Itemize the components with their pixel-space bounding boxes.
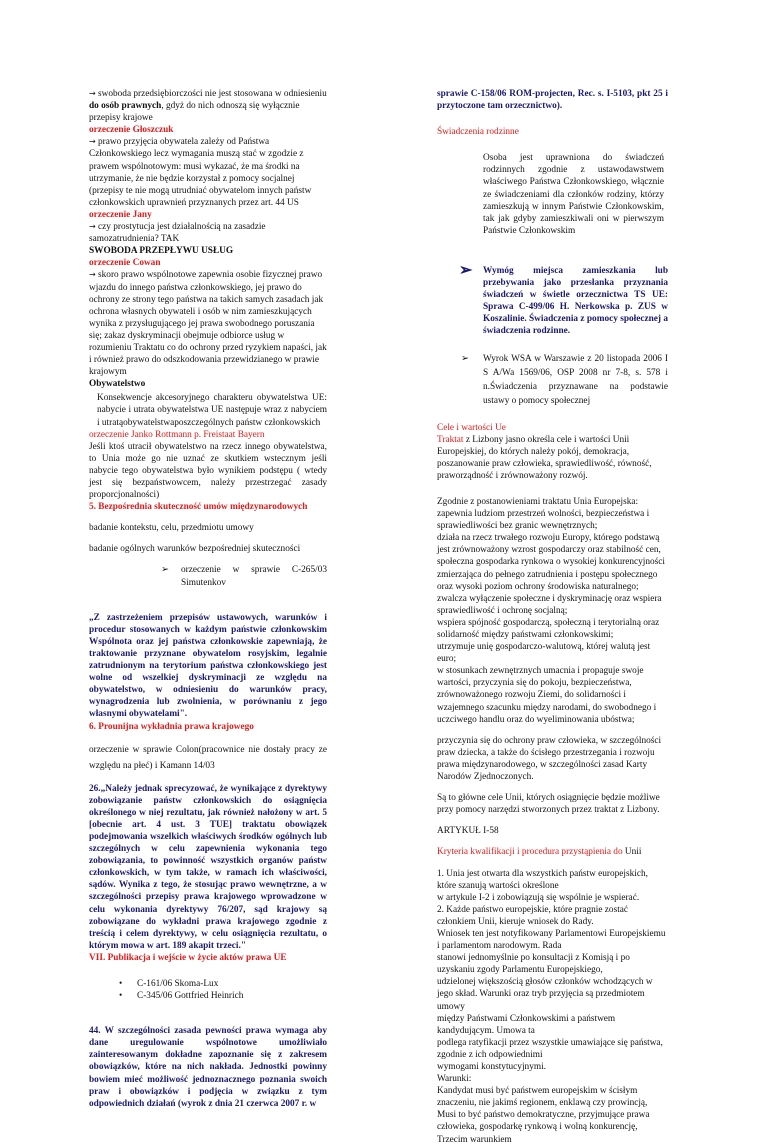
paragraph-badanie-kontekstu: badanie kontekstu, celu, przedmiotu umowy <box>89 523 254 534</box>
heading-cele: Cele i wartości Ue <box>437 422 506 433</box>
paragraph-swoboda: → swoboda przedsiębiorczości nie jest stosowana w odniesieniu do osób prawnych, gdyż do nich odnoszą się wyłącznie przepisy krajowe <box>89 89 327 124</box>
paragraph-sa-to: Są to główne cele Unii, których osiągnięcie będzie możliwe przy pomocy narzędzi stworzonych przez traktat z Lizbony. <box>437 793 660 816</box>
paragraph-artykul: Kandydat musi być państwem europejskim w ścisłym znaczeniu, nie jakimś regionem, enklawą czy prowincją, Musi to być państwo demokratyczne, przyjmujące prawa człowieka, gospodarkę rynkową i wolną konkurencję, Trzecim warunkiem <box>437 1086 650 1145</box>
paragraph-traktat: Traktat z Lizbony jasno określa cele i wartości Unii Europejskiej, do których należy pokój, demokracja, poszanowanie praw człowieka, sprawiedliwość, równość, praworządność i zrównoważony rozwój. <box>437 434 652 481</box>
paragraph-zgodnie: utrzymuje unię gospodarczo-walutową, której walutą jest euro; <box>437 642 651 665</box>
bullet-wyrok: ➢ Wyrok WSA w Warszawie z 20 listopada 2006 I S A/Wa 1569/06, OSP 2008 nr 7-8, s. 578 i n.Świadczenia przyznawane na podstawie ustawy o pomocy społecznej <box>461 353 668 406</box>
paragraph-prostytucja: → czy prostytucja jest działalnością na zasadzie samozatrudnienia? TAK <box>89 222 266 245</box>
paragraph-artykul: Wniosek ten jest notyfikowany Parlamentowi Europejskiemu i parlamentom narodowym. Rada <box>437 928 666 952</box>
paragraph-artykul: stanowi jednomyślnie po konsultacji z Komisją i po uzyskaniu zgody Parlamentu Europejskiego, <box>437 953 630 976</box>
bullet-wymog: ➢ Wymóg miejsca zamieszkania lub przebywania jako przesłanka przyznania świadczeń w świetle orzecznictwa TS UE: Sprawa C-499/06 H. Nerkowska p. ZUS w Koszalinie. Świadczenia z pomocy społecznej a świadczenia rodzinne. <box>459 261 668 337</box>
bullet-icon: • <box>119 991 123 1002</box>
heading-janko: orzeczenie Janko Rottmann p. Freistaat Bayern <box>89 429 265 440</box>
paragraph-artykul: 1. Unia jest otwarta dla wszystkich państw europejskich, które szanują wartości określone <box>437 868 648 891</box>
paragraph-osoba: Osoba jest uprawniona do świadczeń rodzinnych zgodnie z ustawodawstwem właściwego Państwa Członkowskiego, włącznie ze świadczeniami dla członków rodziny, którzy zamieszkują w innym Państwie Członkowskim, tak jak gdyby zamieszkiwali oni w pierwszym Państwie Członkowskim <box>483 153 664 236</box>
heading-swoboda-uslug: SWOBODA PRZEPŁYWU USŁUG <box>89 246 234 257</box>
paragraph-zgodnie: zwalcza wyłączenie społeczne i dyskryminację oraz wspiera sprawiedliwość i ochronę socjalną; <box>437 593 662 616</box>
paragraph-zgodnie: Zgodnie z postanowieniami traktatu Unia Europejska: <box>437 496 639 507</box>
heading-kryteria: Kryteria kwalifikacji i procedura przystąpienia do Unii <box>437 847 642 858</box>
bullet-icon: • <box>119 979 123 989</box>
paragraph-artykul: wymogami konstytucyjnymi. <box>437 1062 546 1072</box>
arrow-icon: → <box>89 89 96 98</box>
paragraph-janko: Jeśli ktoś utracił obywatelstwo na rzecz innego obywatelstwa, to Unia może go nie uznać ze skutkiem wstecznym jeśli nabycie tego obywatelstwa było wynikiem podstępu ( wtedy jest się bezpaństwowcem, należy przestrzegać zasady proporcjonalności) <box>89 441 327 501</box>
arrow-icon: → <box>89 137 96 147</box>
paragraph-artykul: podlega ratyfikacji przez wszystkie umawiające się państwa, zgodnie z ich odpowiednimi <box>437 1037 663 1060</box>
quote-simutenkov: „Z zastrzeżeniem przepisów ustawowych, warunków i procedur stosowanych w każdym państwie członkowskim Wspólnota oraz jej państwa członkowskie zapewniają, że traktowanie przyznane obywatelom rosyjskim, legalnie zatrudnionym na terytorium państwa członkowskiego jest wolne od wszelkiej dyskryminacji ze względu na obywatelstwo, w odniesieniu do warunków pracy, wynagrodzenia lub zwolnienia, w porównaniu z jego własnymi obywatelami". <box>89 612 327 720</box>
paragraph-colon: orzeczenie w sprawie Colon(pracownice nie dostały pracy ze względu na płeć) i Kamann 14/03 <box>89 744 327 771</box>
paragraph-zgodnie: wspiera spójność gospodarczą, społeczną i terytorialną oraz solidarność między państwami członkowskimi; <box>437 617 660 640</box>
paragraph-artykul: między Państwami Członkowskimi a państwem kandydującym. Umowa ta <box>437 1013 616 1036</box>
heading-jany: orzeczenie Jany <box>89 209 152 220</box>
list-item: • C-345/06 Gottfried Heinrich <box>119 991 244 1002</box>
paragraph-artykul: 2. Każde państwo europejskie, które pragnie zostać członkiem Unii, kieruje wniosek do Rady. <box>437 904 629 927</box>
paragraph-przyczynia: przyczynia się do ochrony praw człowieka, w szczególności praw dziecka, a także do ścisłego przestrzegania i rozwoju prawa międzynarodowego, w szczególności zasad Karty Narodów Zjednoczonych. <box>437 735 662 783</box>
paragraph-konsekwencje: Konsekwencje akcesoryjnego charakteru obywatelstwa UE: nabycie i utrata obywatelstwa UE następuje wraz z nabyciem i utratąobywatelstwaposzczególnych państw członkowskich <box>97 393 327 428</box>
heading-swiadczenia: Świadczenia rodzinne <box>437 127 519 138</box>
arrowhead-icon: ➢ <box>459 261 473 279</box>
heading-5: 5. Bezpośrednia skuteczność umów międzynarodowych <box>89 502 308 513</box>
paragraph-44: 44. W szczególności zasada pewności prawa wymaga aby dane uregulowanie wspólnotowe umożliwiało zainteresowanym dokładne zapoznanie się z zakresem obowiązków, które na nich nakłada. Jednostki powinny bowiem mieć możliwość jednoznacznego poznania swoich praw i obowiązków i podjęcia w związku z tym odpowiednich działań (wyrok z dnia 21 czerwca 2007 r. w <box>89 1026 327 1109</box>
paragraph-zgodnie: działa na rzecz trwałego rozwoju Europy, którego podstawą jest zrównoważony wzrost gospodarczy oraz stabilność cen, społeczna gospodarka rynkowa o wysokiej konkurencyjności zmierzająca do pełnego zatrudnienia i postępu społecznego oraz wysoki poziom ochrony środowiska naturalnego; <box>437 533 665 592</box>
left-column <box>89 88 327 1110</box>
heading-artykul: ARTYKUŁ I-58 <box>437 826 499 837</box>
paragraph-zgodnie: w stosunkach zewnętrznych umacnia i propaguje swoje wartości, przyczynia się do pokoju, bezpieczeństwa, zrównoważonego rozwoju Ziemi, do solidarności i wzajemnego szacunku między narodami, do swobodnego i uczciwego handlu oraz do wyeliminowania ubóstwa; <box>437 666 657 725</box>
arrow-icon: → <box>89 222 96 232</box>
heading-7: VII. Publikacja i wejście w życie aktów prawa UE <box>89 952 287 963</box>
arrowhead-icon: ➢ <box>461 353 469 364</box>
arrow-icon: → <box>89 270 96 280</box>
paragraph-zgodnie: zapewnia ludziom przestrzeń wolności, bezpieczeństwa i sprawiedliwości bez granic wewnętrznych; <box>437 509 650 532</box>
bullet-simutenkov: ➢ orzeczenie w sprawie C-265/03 Simutenkov <box>161 565 327 588</box>
list-item: • C-161/06 Skoma-Lux <box>119 979 219 989</box>
paragraph-artykul: udzielonej większością głosów członków wchodzących w jego skład. Warunki oraz tryb przyjęcia są przedmiotem umowy <box>437 977 653 1012</box>
paragraph-prawo-przyjecia: → prawo przyjęcia obywatela zależy od Państwa Członkowskiego lecz wymagania muszą stać w zgodzie z prawem wspólnotowym: musi wykazać, że ma środki na utrzymanie, że nie będzie korzystał z pomocy socjalnej (przepisy te nie mogą utrudniać obywatelom innych państw członkowskich uprawnień przyznanych przez art. 44 US <box>89 137 312 208</box>
paragraph-cowan: → skoro prawo wspólnotowe zapewnia osobie fizycznej prawo wjazdu do innego państwa członkowskiego, jej prawo do ochrony ze strony tego państwa na takich samych zasadach jak ochrona własnych obywateli i osób w nim zamieszkujących wynika z przysługującego jej prawa swobodnego poruszania się; zakaz dyskryminacji obejmuje odbiorce usług w rozumieniu Traktatu co do ochrony przed ryzykiem napaści, jak i również prawo do odszkodowania przewidzianego w prawie krajowym <box>89 270 327 378</box>
right-column <box>437 88 668 1146</box>
heading-obywatelstwo: Obywatelstwo <box>89 379 146 390</box>
quote-26: 26.„Należy jednak sprecyzować, że wynikające z dyrektywy zobowiązanie państw członkowskich do osiągnięcia określonego w niej rezultatu, jak również nałożony w art. 5 [obecnie art. 4 ust. 3 TUE] traktatu obowiązek podejmowania wszelkich właściwych środków ogólnych lub szczególnych w celu zapewnienia wykonania tego zobowiązania, to powinność wszystkich organów państw członkowskich, w tym także, w ramach ich właściwości, sądów. Wynika z tego, że stosując prawo wewnętrzne, a w szczególności przepisy prawa krajowego wprowadzone w celu wykonania dyrektywy 76/207, sąd krajowy są zobowiązane do wykładni prawa krajowego zgodnie z treścią i celem dyrektywy, w celu osiągnięcia rezultatu, o którym mowa w art. 189 akapit trzeci." <box>89 783 327 951</box>
heading-cowan: orzeczenie Cowan <box>89 258 161 269</box>
heading-6: 6. Prounijna wykładnia prawa krajowego <box>89 721 254 732</box>
paragraph-continuation: sprawie C-158/06 ROM-projecten, Rec. s. I-5103, pkt 25 i przytoczone tam orzecznictwo). <box>437 89 668 112</box>
paragraph-artykul: Warunki: <box>437 1074 472 1085</box>
paragraph-artykul: w artykule I-2 i zobowiązują się wspólnie je wspierać. <box>437 892 640 903</box>
arrowhead-icon: ➢ <box>161 565 169 576</box>
heading-gloszczuk: orzeczenie Głoszczuk <box>89 125 174 136</box>
paragraph-badanie-warunkow: badanie ogólnych warunków bezpośredniej skuteczności <box>89 544 301 555</box>
